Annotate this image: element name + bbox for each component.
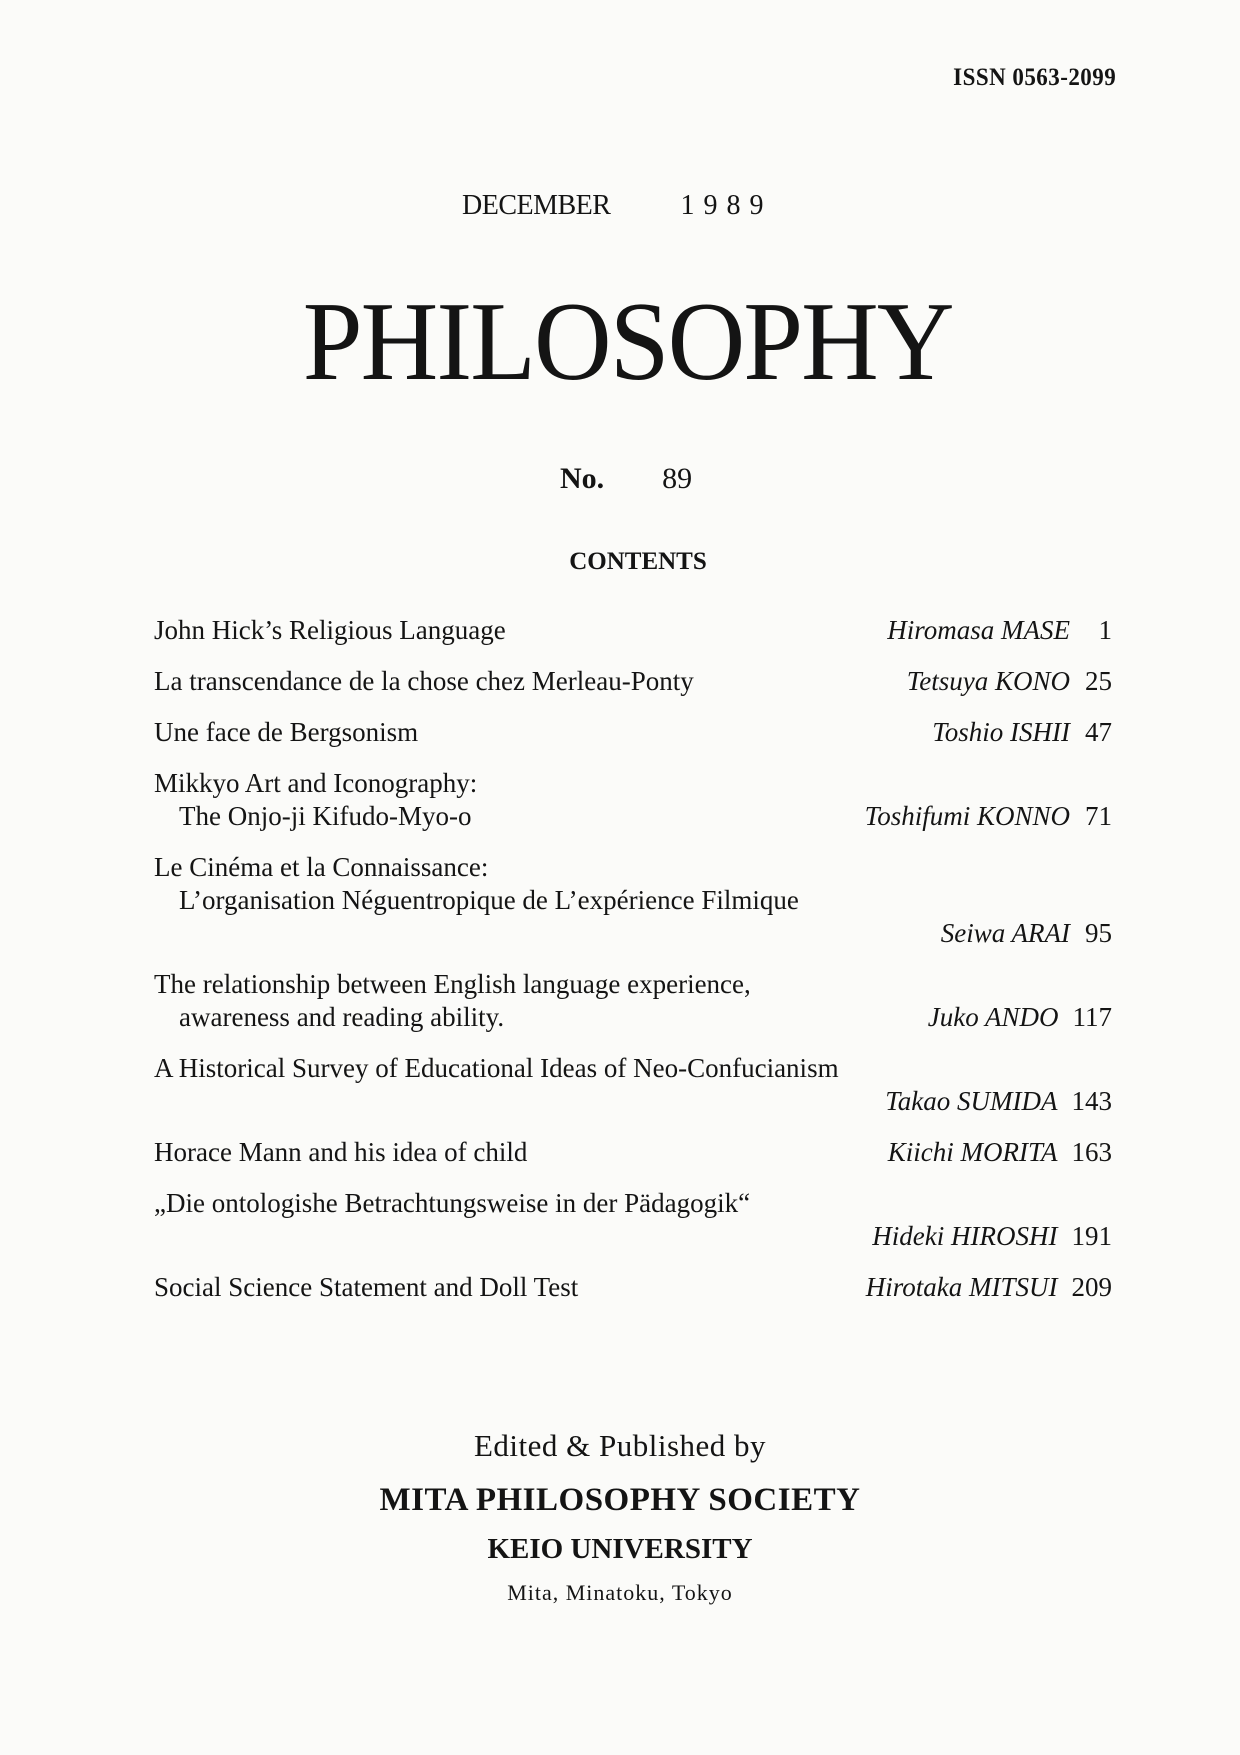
toc-entry-author: Toshio ISHII <box>932 717 1070 747</box>
toc-entry-author: Seiwa ARAI <box>940 918 1070 948</box>
toc-entry-title: La transcendance de la chose chez Merleau-Ponty <box>154 666 694 696</box>
toc-entry-title: „Die ontologishe Betrachtungsweise in der Pädagogik“ <box>154 1188 751 1218</box>
toc-entry-subtitle: The Onjo-ji Kifudo-Myo-o <box>179 801 472 831</box>
toc-entry-title: Le Cinéma et la Connaissance: <box>154 852 489 882</box>
toc-entry-meta <box>154 1085 1112 1118</box>
toc-entry-meta <box>887 614 1112 647</box>
toc-entry-author: Hideki HIROSHI <box>872 1221 1058 1251</box>
toc-entry-author: Takao SUMIDA <box>885 1086 1058 1116</box>
toc-entry-meta <box>154 917 1112 950</box>
toc-entry <box>154 968 1112 1034</box>
publisher-society: MITA PHILOSOPHY SOCIETY <box>379 1482 861 1518</box>
toc-entry-meta <box>865 800 1112 833</box>
toc-entry-meta <box>154 1220 1112 1253</box>
issue-number-value: 89 <box>662 462 693 495</box>
toc-entry-page: 1 <box>1098 615 1112 645</box>
toc-entry-meta <box>888 1136 1112 1169</box>
toc-entry-page: 143 <box>1071 1086 1112 1116</box>
toc-entry-title: A Historical Survey of Educational Ideas of Neo-Confucianism <box>154 1053 839 1083</box>
toc-entry <box>154 614 1112 647</box>
table-of-contents <box>154 614 1112 1304</box>
toc-entry-meta <box>928 1001 1112 1034</box>
issue-number-line <box>560 462 692 496</box>
toc-entry <box>154 665 1112 698</box>
toc-entry <box>154 1187 1112 1253</box>
toc-entry <box>154 851 1112 950</box>
issue-number-label: No. <box>560 462 605 495</box>
toc-entry-page: 95 <box>1085 918 1112 948</box>
toc-entry-meta <box>907 665 1112 698</box>
toc-entry-title: Social Science Statement and Doll Test <box>154 1272 579 1302</box>
toc-entry-title: Horace Mann and his idea of child <box>154 1137 528 1167</box>
publisher-university: KEIO UNIVERSITY <box>487 1533 753 1565</box>
toc-entry-title: Mikkyo Art and Iconography: <box>154 768 478 798</box>
issn-number: ISSN 0563-2099 <box>953 64 1116 91</box>
toc-entry-author: Toshifumi KONNO <box>864 801 1070 831</box>
toc-entry-author: Hirotaka MITSUI <box>865 1272 1058 1302</box>
toc-entry-author: Kiichi MORITA <box>887 1137 1058 1167</box>
toc-entry-title: The relationship between English language experience, <box>154 969 751 999</box>
toc-entry-page: 209 <box>1071 1272 1112 1302</box>
toc-entry-title: John Hick’s Religious Language <box>154 615 506 645</box>
toc-entry-meta <box>932 716 1112 749</box>
toc-entry-page: 47 <box>1085 717 1112 747</box>
publisher-address: Mita, Minatoku, Tokyo <box>507 1580 733 1605</box>
journal-title: PHILOSOPHY <box>302 280 953 404</box>
publisher-block <box>0 1428 1240 1606</box>
toc-entry-author: Hiromasa MASE <box>887 615 1070 645</box>
toc-entry-page: 71 <box>1085 801 1112 831</box>
toc-entry <box>154 716 1112 749</box>
toc-entry-page: 117 <box>1072 1002 1112 1032</box>
toc-entry-page: 25 <box>1085 666 1112 696</box>
toc-entry <box>154 1136 1112 1169</box>
toc-entry-page: 191 <box>1071 1221 1112 1251</box>
edited-published-by: Edited & Published by <box>473 1428 767 1463</box>
toc-entry-author: Tetsuya KONO <box>906 666 1070 696</box>
toc-entry <box>154 1271 1112 1304</box>
toc-entry-title: Une face de Bergsonism <box>154 717 419 747</box>
issue-month: DECEMBER <box>462 190 611 221</box>
contents-heading: CONTENTS <box>569 548 707 575</box>
toc-entry <box>154 767 1112 833</box>
toc-entry-subtitle: awareness and reading ability. <box>179 1002 505 1032</box>
toc-entry-author: Juko ANDO <box>927 1002 1059 1032</box>
toc-entry-subtitle: L’organisation Néguentropique de L’expérience Filmique <box>179 885 799 915</box>
toc-entry-meta <box>866 1271 1112 1304</box>
toc-entry-page: 163 <box>1071 1137 1112 1167</box>
issue-year: 1989 <box>680 190 773 221</box>
toc-entry <box>154 1052 1112 1118</box>
issue-date <box>462 190 772 222</box>
